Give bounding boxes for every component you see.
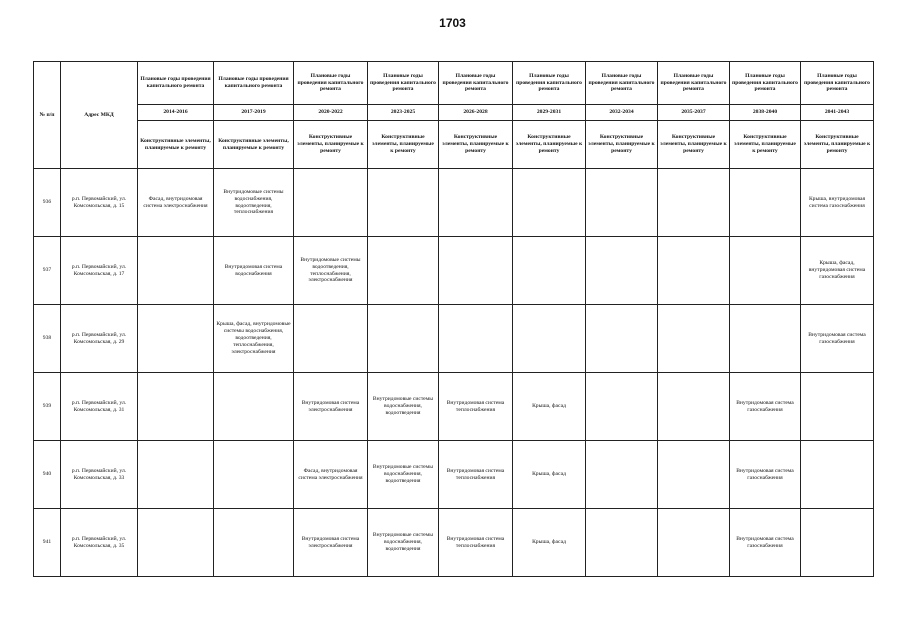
repair-cell (439, 237, 513, 305)
repair-cell (214, 441, 294, 509)
repair-cell: Крыша, фасад (513, 509, 586, 577)
repair-cell: Внутридомовые системы водоснабжения, водоотведения (368, 509, 439, 577)
repair-cell: Внутридомовая система электроснабжения (294, 509, 368, 577)
repair-cell: Внутридомовая система газоснабжения (730, 441, 801, 509)
repair-cell: Внутридомовая система газоснабжения (730, 373, 801, 441)
col-header-num: № п/п (34, 62, 61, 169)
repair-cell (801, 373, 874, 441)
planned-years-header: Плановые годы проведения капитального ремонта (730, 62, 801, 105)
repair-cell: Крыша, внутридомовая система газоснабжения (801, 169, 874, 237)
header-row-years (34, 62, 874, 105)
elements-header: Конструктивные элементы, планируемые к ремонту (730, 121, 801, 169)
repair-cell (730, 237, 801, 305)
repair-cell (658, 509, 730, 577)
planned-years-header: Плановые годы проведения капитального ремонта (214, 62, 294, 105)
elements-header: Конструктивные элементы, планируемые к ремонту (214, 121, 294, 169)
elements-header: Конструктивные элементы, планируемые к ремонту (368, 121, 439, 169)
repair-cell (368, 305, 439, 373)
header-row-elements (34, 121, 874, 169)
repair-cell (801, 509, 874, 577)
elements-header: Конструктивные элементы, планируемые к ремонту (801, 121, 874, 169)
period-header: 2029-2031 (513, 105, 586, 121)
repair-cell (513, 169, 586, 237)
repair-cell (801, 441, 874, 509)
planned-years-header: Плановые годы проведения капитального ремонта (439, 62, 513, 105)
row-address: р.п. Первомайский, ул. Комсомольская, д. 17 (61, 237, 138, 305)
repair-cell: Внутридомовая система газоснабжения (801, 305, 874, 373)
repair-cell: Внутридомовые системы водоснабжения, водоотведения, теплоснабжения (214, 169, 294, 237)
repair-cell (439, 305, 513, 373)
row-number: 937 (34, 237, 61, 305)
elements-header: Конструктивные элементы, планируемые к ремонту (138, 121, 214, 169)
repair-cell: Внутридомовые системы водоотведения, теплоснабжения, электроснабжения (294, 237, 368, 305)
table-row (34, 305, 874, 373)
period-header: 2020-2022 (294, 105, 368, 121)
period-header: 2014-2016 (138, 105, 214, 121)
repair-cell (586, 509, 658, 577)
repair-cell (294, 305, 368, 373)
row-number: 939 (34, 373, 61, 441)
row-address: р.п. Первомайский, ул. Комсомольская, д. 29 (61, 305, 138, 373)
row-address: р.п. Первомайский, ул. Комсомольская, д. 33 (61, 441, 138, 509)
planned-years-header: Плановые годы проведения капитального ремонта (658, 62, 730, 105)
repair-cell (586, 169, 658, 237)
planned-years-header: Плановые годы проведения капитального ремонта (801, 62, 874, 105)
planned-years-header: Плановые годы проведения капитального ремонта (294, 62, 368, 105)
repair-cell (586, 305, 658, 373)
repair-cell (586, 441, 658, 509)
repair-cell (138, 237, 214, 305)
table-row (34, 373, 874, 441)
repair-cell: Внутридомовая система теплоснабжения (439, 373, 513, 441)
planned-years-header: Плановые годы проведения капитального ремонта (138, 62, 214, 105)
repair-schedule-table (33, 61, 874, 577)
elements-header: Конструктивные элементы, планируемые к ремонту (658, 121, 730, 169)
repair-cell (368, 237, 439, 305)
repair-cell (513, 305, 586, 373)
row-address: р.п. Первомайский, ул. Комсомольская, д. 35 (61, 509, 138, 577)
repair-cell: Внутридомовые системы водоснабжения, водоотведения (368, 441, 439, 509)
table-row (34, 441, 874, 509)
repair-cell (658, 237, 730, 305)
table-row (34, 509, 874, 577)
repair-cell: Внутридомовая система газоснабжения (730, 509, 801, 577)
repair-cell (658, 441, 730, 509)
period-header: 2032-2034 (586, 105, 658, 121)
repair-cell (214, 509, 294, 577)
repair-cell (138, 373, 214, 441)
repair-cell (513, 237, 586, 305)
elements-header: Конструктивные элементы, планируемые к ремонту (294, 121, 368, 169)
elements-header: Конструктивные элементы, планируемые к ремонту (439, 121, 513, 169)
period-header: 2038-2040 (730, 105, 801, 121)
row-number: 938 (34, 305, 61, 373)
repair-cell: Крыша, фасад, внутридомовые системы водоснабжения, водоотведения, теплоснабжения, электроснабжения (214, 305, 294, 373)
repair-cell: Крыша, фасад (513, 373, 586, 441)
repair-cell: Внутридомовая система теплоснабжения (439, 509, 513, 577)
repair-cell (586, 237, 658, 305)
table-row (34, 169, 874, 237)
table-row (34, 237, 874, 305)
period-header: 2035-2037 (658, 105, 730, 121)
repair-cell (294, 169, 368, 237)
repair-cell (730, 169, 801, 237)
repair-cell: Крыша, фасад, внутридомовая система газоснабжения (801, 237, 874, 305)
col-header-address: Адрес МКД (61, 62, 138, 169)
repair-cell (138, 441, 214, 509)
header-row-periods (34, 105, 874, 121)
repair-cell (658, 373, 730, 441)
planned-years-header: Плановые годы проведения капитального ремонта (368, 62, 439, 105)
repair-cell: Внутридомовая система теплоснабжения (439, 441, 513, 509)
row-number: 936 (34, 169, 61, 237)
repair-cell: Фасад, внутридомовая система электроснабжения (294, 441, 368, 509)
repair-cell (214, 373, 294, 441)
repair-cell (658, 305, 730, 373)
repair-cell: Крыша, фасад (513, 441, 586, 509)
repair-cell (730, 305, 801, 373)
row-number: 940 (34, 441, 61, 509)
repair-cell (439, 169, 513, 237)
period-header: 2026-2028 (439, 105, 513, 121)
planned-years-header: Плановые годы проведения капитального ремонта (586, 62, 658, 105)
row-number: 941 (34, 509, 61, 577)
repair-cell (586, 373, 658, 441)
repair-cell (368, 169, 439, 237)
planned-years-header: Плановые годы проведения капитального ремонта (513, 62, 586, 105)
repair-cell: Внутридомовая система электроснабжения (294, 373, 368, 441)
page-number: 1703 (439, 16, 466, 30)
period-header: 2023-2025 (368, 105, 439, 121)
elements-header: Конструктивные элементы, планируемые к ремонту (513, 121, 586, 169)
row-address: р.п. Первомайский, ул. Комсомольская, д. 31 (61, 373, 138, 441)
period-header: 2017-2019 (214, 105, 294, 121)
repair-cell: Внутридомовая система водоснабжения (214, 237, 294, 305)
period-header: 2041-2043 (801, 105, 874, 121)
elements-header: Конструктивные элементы, планируемые к ремонту (586, 121, 658, 169)
repair-cell (138, 509, 214, 577)
repair-cell: Внутридомовые системы водоснабжения, водоотведения (368, 373, 439, 441)
row-address: р.п. Первомайский, ул. Комсомольская, д. 15 (61, 169, 138, 237)
repair-cell (138, 305, 214, 373)
repair-cell: Фасад, внутридомовая система электроснабжения (138, 169, 214, 237)
repair-cell (658, 169, 730, 237)
